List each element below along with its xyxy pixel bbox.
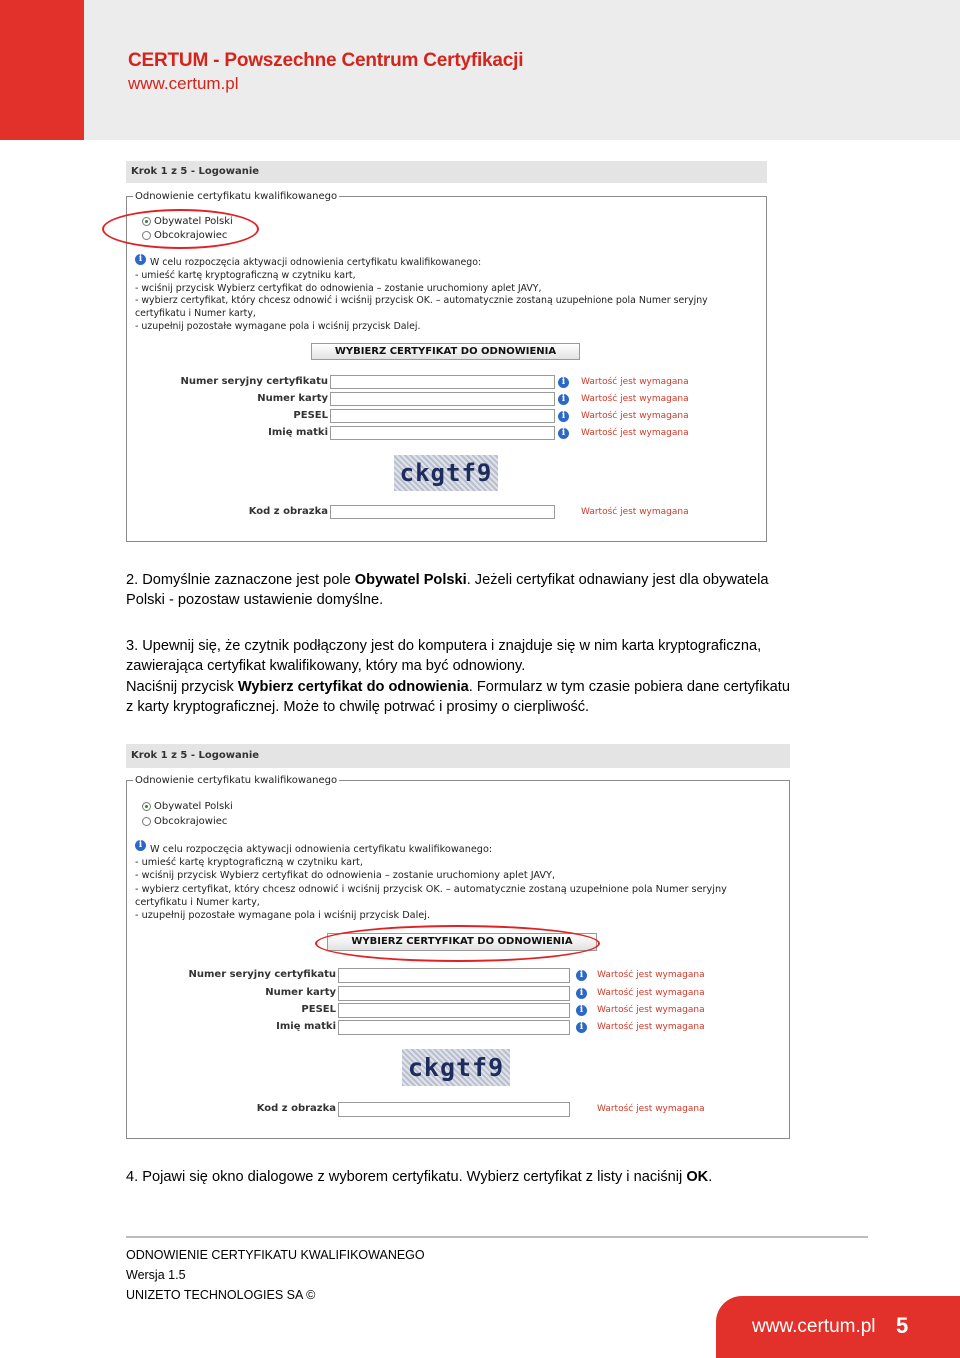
step-3-text: Naciśnij przycisk bbox=[126, 679, 238, 695]
field-label-card: Numer karty bbox=[265, 987, 336, 998]
step-4-bold: OK bbox=[686, 1169, 709, 1185]
step-3-line-2: zawierająca certyfikat kwalifikowany, który ma być odnowiony. bbox=[126, 658, 526, 674]
info-icon[interactable]: i bbox=[576, 970, 587, 981]
pesel-input[interactable] bbox=[338, 1003, 570, 1018]
required-message: Wartość jest wymagana bbox=[597, 988, 705, 998]
field-label-pesel: PESEL bbox=[301, 1004, 336, 1015]
serial-number-input[interactable] bbox=[338, 968, 570, 983]
header-url: www.certum.pl bbox=[128, 74, 239, 93]
required-message: Wartość jest wymagana bbox=[597, 1005, 705, 1015]
required-message: Wartość jest wymagana bbox=[581, 428, 689, 438]
step-bar: Krok 1 z 5 - Logowanie bbox=[126, 161, 767, 183]
card-number-input[interactable] bbox=[330, 392, 555, 406]
required-message: Wartość jest wymagana bbox=[581, 507, 689, 517]
step-3-text: . Formularz w tym czasie pobiera dane certyfikatu bbox=[468, 679, 790, 695]
info-icon[interactable]: i bbox=[576, 988, 587, 999]
fieldset-legend: Odnowienie certyfikatu kwalifikowanego bbox=[135, 775, 338, 786]
field-label-mother: Imię matki bbox=[268, 427, 328, 438]
step-2-line-2: Polski - pozostaw ustawienie domyślne. bbox=[126, 592, 384, 608]
step-4-line bbox=[126, 1167, 712, 1187]
radio-unselected-icon[interactable] bbox=[142, 817, 151, 826]
required-message: Wartość jest wymagana bbox=[581, 411, 689, 421]
step-2-text: . Jeżeli certyfikat odnawiany jest dla obywatela bbox=[466, 572, 769, 588]
footer-divider bbox=[126, 1236, 868, 1238]
radio-obcokrajowiec[interactable] bbox=[142, 816, 227, 827]
captcha-image: ckgtf9 bbox=[394, 455, 498, 491]
footer-company: UNIZETO TECHNOLOGIES SA © bbox=[126, 1288, 316, 1302]
footer-url: www.certum.pl bbox=[752, 1316, 876, 1337]
screenshot-login-form-1 bbox=[126, 161, 767, 542]
required-message: Wartość jest wymagana bbox=[597, 970, 705, 980]
info-icon[interactable]: i bbox=[576, 1022, 587, 1033]
radio-label: Obcokrajowiec bbox=[154, 816, 228, 827]
field-label-card: Numer karty bbox=[257, 393, 328, 404]
pesel-input[interactable] bbox=[330, 409, 555, 423]
step-2-text: 2. Domyślnie zaznaczone jest pole bbox=[126, 572, 355, 588]
step-3-line-3 bbox=[126, 677, 790, 697]
captcha-input[interactable] bbox=[338, 1102, 570, 1117]
radio-selected-icon[interactable] bbox=[142, 802, 151, 811]
card-number-input[interactable] bbox=[338, 986, 570, 1001]
captcha-image: ckgtf9 bbox=[402, 1049, 510, 1086]
field-label-serial: Numer seryjny certyfikatu bbox=[180, 376, 328, 387]
header-red-block bbox=[0, 0, 84, 140]
step-3-line-4: z karty kryptograficznej. Może to chwilę potrwać i prosimy o cierpliwość. bbox=[126, 699, 590, 715]
info-icon[interactable]: i bbox=[558, 411, 569, 422]
captcha-input[interactable] bbox=[330, 505, 555, 519]
info-icon[interactable]: i bbox=[576, 1005, 587, 1016]
radio-obywatel-polski[interactable] bbox=[142, 801, 233, 812]
info-icon[interactable]: i bbox=[558, 428, 569, 439]
fieldset-legend: Odnowienie certyfikatu kwalifikowanego bbox=[135, 191, 338, 202]
required-message: Wartość jest wymagana bbox=[581, 377, 689, 387]
instructions-text: W celu rozpoczęcia aktywacji odnowienia certyfikatu kwalifikowanego: - umieść kartę kryptograficzną w czytniku kart, - wciśnij przycisk Wybierz certyfikat do odnowienia – zostanie uruchomiony aplet JAVY, - wybierz certyfikat, który chcesz odnowić i wciśnij przycisk OK. – automatycznie zostaną uzupełnione pola Numer seryjny certyfikatu i Numer karty, - uzupełnij pozostałe wymagane pola i wciśnij przycisk Dalej. bbox=[135, 844, 727, 922]
highlight-ellipse-radios bbox=[102, 209, 259, 249]
step-4-text: . bbox=[708, 1169, 713, 1185]
choose-certificate-button[interactable]: WYBIERZ CERTYFIKAT DO ODNOWIENIA bbox=[311, 343, 580, 360]
instructions-text: W celu rozpoczęcia aktywacji odnowienia certyfikatu kwalifikowanego: - umieść kartę kryptograficzną w czytniku kart, - wciśnij przycisk Wybierz certyfikat do odnowienia – zostanie uruchomiony aplet JAVY, - wybierz certyfikat, który chcesz odnowić i wciśnij przycisk OK. – automatycznie zostaną uzupełnione pola Numer seryjny certyfikatu i Numer karty, - uzupełnij pozostałe wymagane pola i wciśnij przycisk Dalej. bbox=[135, 257, 708, 332]
code-label: Kod z obrazka bbox=[256, 1103, 336, 1114]
step-3-bold: Wybierz certyfikat do odnowienia bbox=[237, 679, 469, 695]
step-bar: Krok 1 z 5 - Logowanie bbox=[126, 744, 790, 768]
footer-doc-title: ODNOWIENIE CERTYFIKATU KWALIFIKOWANEGO bbox=[126, 1248, 425, 1262]
mother-name-input[interactable] bbox=[338, 1020, 570, 1035]
required-message: Wartość jest wymagana bbox=[597, 1104, 705, 1114]
step-3-line-1: 3. Upewnij się, że czytnik podłączony jest do komputera i znajduje się w nim karta kryptograficzna, bbox=[126, 638, 762, 654]
field-label-serial: Numer seryjny certyfikatu bbox=[188, 969, 336, 980]
step-2-line-1 bbox=[126, 570, 768, 590]
info-icon[interactable]: i bbox=[558, 377, 569, 388]
radio-label: Obywatel Polski bbox=[154, 216, 233, 227]
info-icon: i bbox=[135, 840, 146, 851]
field-label-mother: Imię matki bbox=[276, 1021, 336, 1032]
choose-certificate-button[interactable]: WYBIERZ CERTYFIKAT DO ODNOWIENIA bbox=[327, 933, 597, 951]
footer-version: Wersja 1.5 bbox=[126, 1268, 186, 1282]
step-2-bold: Obywatel Polski bbox=[354, 572, 467, 588]
info-icon[interactable]: i bbox=[558, 394, 569, 405]
header-title: CERTUM - Powszechne Centrum Certyfikacji bbox=[128, 50, 524, 71]
code-label: Kod z obrazka bbox=[248, 506, 328, 517]
serial-number-input[interactable] bbox=[330, 375, 555, 389]
page-number: 5 bbox=[896, 1313, 909, 1338]
radio-label: Obcokrajowiec bbox=[154, 230, 228, 241]
required-message: Wartość jest wymagana bbox=[597, 1022, 705, 1032]
info-icon: i bbox=[135, 254, 146, 265]
screenshot-login-form-2 bbox=[126, 744, 790, 1139]
field-label-pesel: PESEL bbox=[293, 410, 328, 421]
mother-name-input[interactable] bbox=[330, 426, 555, 440]
radio-label: Obywatel Polski bbox=[154, 801, 233, 812]
required-message: Wartość jest wymagana bbox=[581, 394, 689, 404]
highlight-ellipse-button bbox=[315, 925, 600, 962]
step-4-text: 4. Pojawi się okno dialogowe z wyborem certyfikatu. Wybierz certyfikat z listy i naciśnij bbox=[126, 1169, 687, 1185]
